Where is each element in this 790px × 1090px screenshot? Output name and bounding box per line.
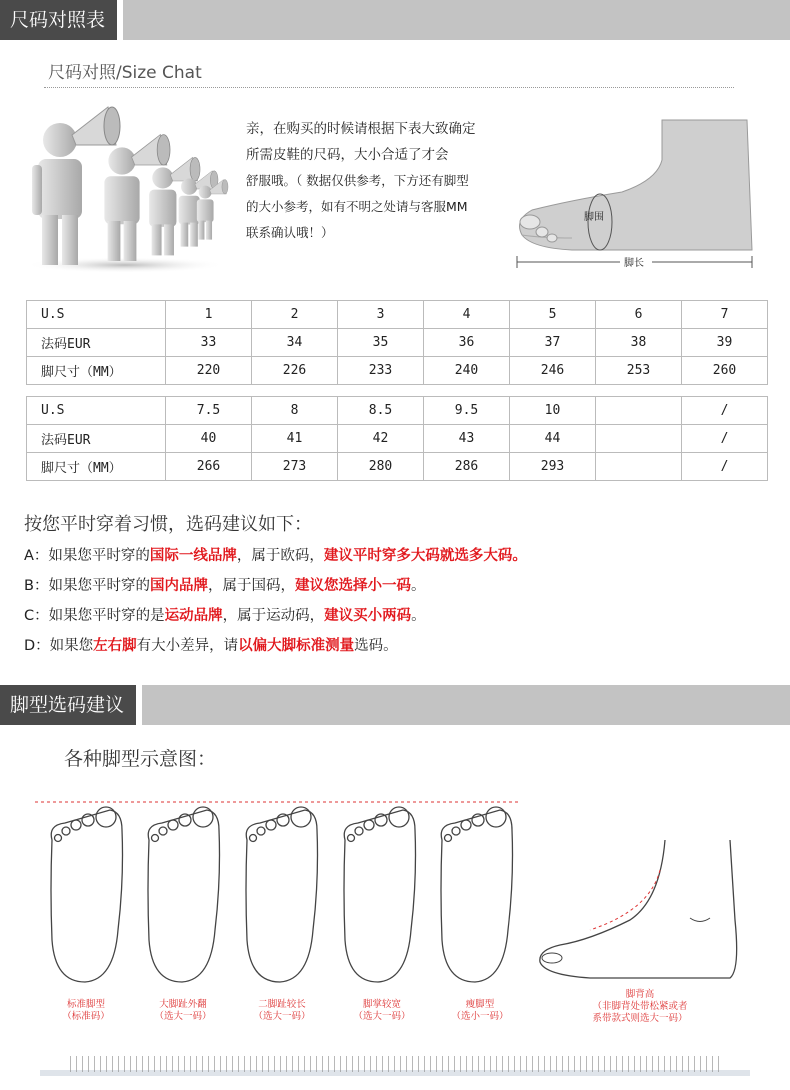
section-tab-size-chart: 尺码对照表 [0, 0, 123, 40]
advice-highlight: 国际一线品牌 [149, 548, 237, 564]
foot-type-advice: （标准码） [62, 1011, 110, 1022]
advice-title: 按您平时穿着习惯，选码建议如下： [24, 514, 312, 535]
high-instep-foot-illustration [530, 830, 750, 990]
foot-type-label [143, 999, 223, 1023]
table-cell: 38 [596, 329, 682, 357]
table-cell: 10 [510, 397, 596, 425]
size-chart-subtitle: 尺码对照/Size Chat [48, 63, 202, 83]
table-cell: 6 [596, 301, 682, 329]
foot-type-name: 标准脚型 [66, 999, 105, 1010]
row-label: U.S [27, 397, 166, 425]
table-cell: 260 [682, 357, 768, 385]
advice-text: A：如果您平时穿的 [24, 548, 150, 564]
table-cell: 36 [424, 329, 510, 357]
table-cell: 4 [424, 301, 510, 329]
advice-text: D：如果您 [24, 638, 94, 654]
advice-text: ，属于运动码， [222, 608, 325, 624]
table-cell: 220 [166, 357, 252, 385]
table-row [27, 453, 768, 481]
table-row [27, 357, 768, 385]
intro-line: 所需皮鞋的尺码，大小合适了才会 [246, 147, 449, 163]
advice-text: 。 [410, 578, 426, 594]
table-cell: 37 [510, 329, 596, 357]
table-cell: 35 [338, 329, 424, 357]
table-cell: 226 [252, 357, 338, 385]
table-cell: 3 [338, 301, 424, 329]
table-cell [596, 397, 682, 425]
section-header-bar [0, 0, 790, 40]
advice-item-c [24, 604, 426, 625]
advice-highlight: 建议您选择小一码 [294, 578, 411, 594]
foot-measurement-illustration [512, 110, 762, 275]
table-cell: 42 [338, 425, 424, 453]
table-cell: / [682, 397, 768, 425]
advice-item-d [24, 634, 398, 655]
advice-text: C：如果您平时穿的是 [24, 608, 165, 624]
foot-type-name: 脚掌较宽 [362, 999, 401, 1010]
advice-text: ，属于欧码， [236, 548, 324, 564]
intro-text [246, 116, 511, 246]
ruler-ticks [70, 1056, 720, 1072]
advice-highlight: 建议买小两码 [324, 608, 412, 624]
foot-girth-label: 脚围 [584, 212, 604, 223]
table-cell: 44 [510, 425, 596, 453]
table-cell: 280 [338, 453, 424, 481]
table-cell: 253 [596, 357, 682, 385]
table-cell [596, 453, 682, 481]
foot-type-label [570, 989, 710, 1025]
table-cell: 266 [166, 453, 252, 481]
table-cell: 40 [166, 425, 252, 453]
foot-type-label [342, 999, 422, 1023]
table-cell: 7 [682, 301, 768, 329]
table-row [27, 329, 768, 357]
intro-line: 舒服哦。（ 数据仅供参考，下方还有脚型 [246, 173, 469, 188]
advice-highlight: 左右脚 [93, 638, 137, 654]
table-cell: 240 [424, 357, 510, 385]
foot-type-advice: （选大一码） [353, 1011, 411, 1022]
table-cell: 33 [166, 329, 252, 357]
row-label: 脚尺寸（MM） [27, 453, 166, 481]
advice-item-a [24, 544, 527, 565]
foot-type-advice: （非脚背处带松紧或者 [592, 1001, 688, 1012]
advice-highlight: 国内品牌 [149, 578, 208, 594]
advice-text: 选码。 [354, 638, 398, 654]
table-cell: 41 [252, 425, 338, 453]
foot-type-label [242, 999, 322, 1023]
table-cell: 8 [252, 397, 338, 425]
table-cell [596, 425, 682, 453]
table-row [27, 425, 768, 453]
megaphone-people-illustration [20, 95, 230, 275]
foot-type-name: 二脚趾较长 [258, 999, 306, 1010]
table-cell: 273 [252, 453, 338, 481]
foot-types-illustration [30, 790, 530, 990]
table-cell: 7.5 [166, 397, 252, 425]
table-cell: 8.5 [338, 397, 424, 425]
intro-line: 的大小参考，如有不明之处请与客服MM [246, 199, 468, 214]
foot-diagram-title: 各种脚型示意图： [64, 748, 217, 770]
table-cell: 286 [424, 453, 510, 481]
table-cell: 5 [510, 301, 596, 329]
intro-line: 联系确认哦！） [246, 225, 334, 240]
row-label: 脚尺寸（MM） [27, 357, 166, 385]
row-label: U.S [27, 301, 166, 329]
table-cell: / [682, 453, 768, 481]
foot-type-advice: （选小一码） [451, 1011, 509, 1022]
table-cell: 2 [252, 301, 338, 329]
foot-type-label [46, 999, 126, 1023]
row-label: 法码EUR [27, 329, 166, 357]
table-row [27, 397, 768, 425]
table-cell: 43 [424, 425, 510, 453]
foot-length-label: 脚长 [624, 258, 644, 269]
advice-highlight: 建议平时穿多大码就选多大码。 [323, 548, 527, 564]
foot-type-advice: 系带款式则选大一码） [592, 1013, 688, 1024]
foot-type-name: 瘦脚型 [465, 999, 495, 1010]
advice-text: 。 [411, 608, 426, 624]
section-header-bar [0, 685, 790, 725]
dotted-divider [44, 87, 734, 88]
table-cell: 246 [510, 357, 596, 385]
advice-item-b [24, 574, 425, 595]
foot-type-advice: （选大一码） [253, 1011, 311, 1022]
table-cell: 39 [682, 329, 768, 357]
table-cell: 9.5 [424, 397, 510, 425]
size-table-1 [26, 300, 768, 385]
advice-text: B：如果您平时穿的 [24, 578, 150, 594]
table-cell: 34 [252, 329, 338, 357]
advice-highlight: 运动品牌 [164, 608, 223, 624]
advice-highlight: 以偏大脚标准测量 [238, 638, 355, 654]
row-label: 法码EUR [27, 425, 166, 453]
table-cell: 1 [166, 301, 252, 329]
advice-text: ，属于国码， [207, 578, 295, 594]
section-tab-foot-type: 脚型选码建议 [0, 685, 142, 725]
foot-type-label [440, 999, 520, 1023]
advice-text: 有大小差异，请 [136, 638, 239, 654]
table-cell: 293 [510, 453, 596, 481]
foot-type-name: 脚背高 [625, 989, 655, 1000]
table-row [27, 301, 768, 329]
intro-line: 亲，在购买的时候请根据下表大致确定 [246, 121, 476, 137]
foot-type-advice: （选大一码） [154, 1011, 212, 1022]
foot-type-name: 大脚趾外翻 [159, 999, 207, 1010]
table-cell: / [682, 425, 768, 453]
size-table-2 [26, 396, 768, 481]
table-cell: 233 [338, 357, 424, 385]
